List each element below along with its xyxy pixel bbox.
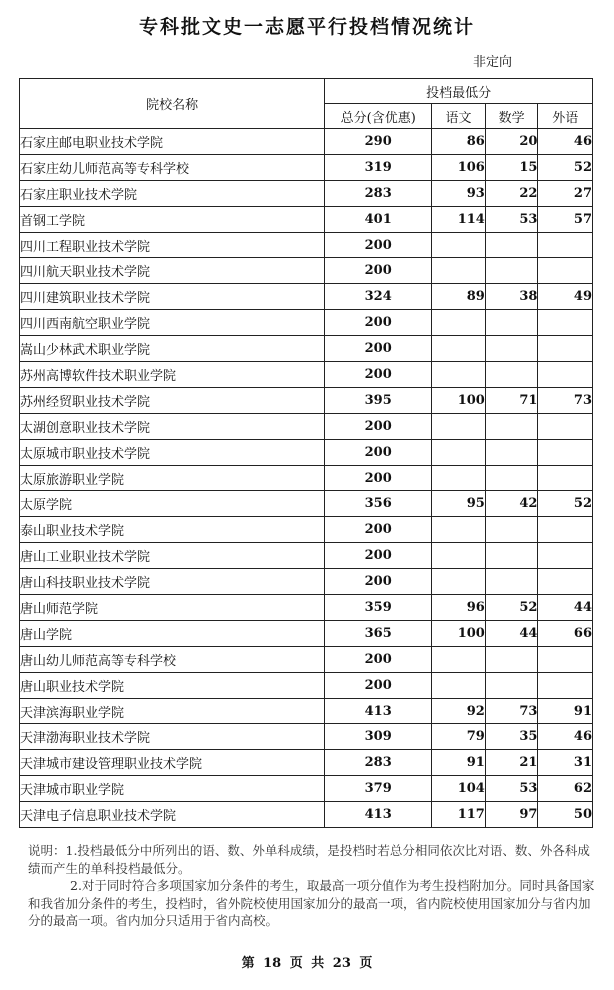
- cell-chinese: 104: [432, 776, 486, 802]
- cell-school-name: 太原学院: [20, 491, 325, 517]
- cell-school-name: 石家庄幼儿师范高等专科学校: [20, 154, 325, 180]
- note-1: 说明：1.投档最低分中所列出的语、数、外单科成绩，是投档时若总分相同依次比对语、数、外各科成绩而产生的单科投档最低分。: [28, 843, 590, 876]
- cell-chinese: 86: [432, 129, 486, 155]
- cell-math: 15: [485, 154, 538, 180]
- table-row: [20, 724, 593, 750]
- header-min-score-group: 投档最低分: [325, 79, 593, 104]
- cell-math: 38: [485, 284, 538, 310]
- cell-math: [485, 258, 538, 284]
- cell-english: [538, 258, 593, 284]
- table-row: [20, 258, 593, 284]
- cell-school-name: 首钢工学院: [20, 206, 325, 232]
- cell-total: 200: [325, 465, 432, 491]
- cell-chinese: 91: [432, 750, 486, 776]
- cell-chinese: 79: [432, 724, 486, 750]
- cell-math: 71: [485, 387, 538, 413]
- cell-school-name: 唐山工业职业技术学院: [20, 543, 325, 569]
- cell-math: [485, 362, 538, 388]
- cell-school-name: 唐山职业技术学院: [20, 672, 325, 698]
- cell-chinese: [432, 413, 486, 439]
- cell-chinese: [432, 517, 486, 543]
- cell-chinese: [432, 465, 486, 491]
- table-row: [20, 802, 593, 828]
- cell-total: 283: [325, 750, 432, 776]
- cell-english: [538, 569, 593, 595]
- cell-english: [538, 362, 593, 388]
- header-chinese: 语文: [432, 104, 486, 129]
- cell-chinese: 96: [432, 595, 486, 621]
- cell-school-name: 嵩山少林武术职业学院: [20, 336, 325, 362]
- cell-english: [538, 310, 593, 336]
- header-total: 总分(含优惠): [325, 104, 432, 129]
- cell-total: 200: [325, 672, 432, 698]
- table-row: [20, 698, 593, 724]
- cell-math: 53: [485, 206, 538, 232]
- cell-total: 359: [325, 595, 432, 621]
- cell-chinese: 92: [432, 698, 486, 724]
- cell-total: 324: [325, 284, 432, 310]
- cell-english: [538, 543, 593, 569]
- cell-math: 44: [485, 620, 538, 646]
- cell-chinese: [432, 310, 486, 336]
- table-row: [20, 776, 593, 802]
- cell-english: [538, 517, 593, 543]
- cell-english: 31: [538, 750, 593, 776]
- table-row: [20, 413, 593, 439]
- cell-english: [538, 646, 593, 672]
- cell-english: 91: [538, 698, 593, 724]
- table-row: [20, 491, 593, 517]
- cell-school-name: 唐山学院: [20, 620, 325, 646]
- cell-math: 53: [485, 776, 538, 802]
- cell-school-name: 苏州经贸职业技术学院: [20, 387, 325, 413]
- cell-total: 200: [325, 413, 432, 439]
- cell-english: 62: [538, 776, 593, 802]
- cell-english: 46: [538, 129, 593, 155]
- table-row: [20, 154, 593, 180]
- cell-english: 52: [538, 491, 593, 517]
- cell-math: [485, 413, 538, 439]
- table-row: [20, 310, 593, 336]
- cell-chinese: 100: [432, 620, 486, 646]
- cell-total: 200: [325, 310, 432, 336]
- cell-english: 46: [538, 724, 593, 750]
- cell-total: 395: [325, 387, 432, 413]
- subtitle-label: 非定向: [473, 55, 513, 70]
- cell-school-name: 天津滨海职业学院: [20, 698, 325, 724]
- cell-total: 200: [325, 439, 432, 465]
- cell-chinese: 117: [432, 802, 486, 828]
- cell-school-name: 天津电子信息职业技术学院: [20, 802, 325, 828]
- score-table: [19, 78, 593, 828]
- cell-school-name: 泰山职业技术学院: [20, 517, 325, 543]
- table-row: [20, 336, 593, 362]
- cell-math: 42: [485, 491, 538, 517]
- cell-school-name: 苏州高博软件技术职业学院: [20, 362, 325, 388]
- table-row: [20, 232, 593, 258]
- table-row: [20, 569, 593, 595]
- cell-math: 20: [485, 129, 538, 155]
- cell-total: 283: [325, 180, 432, 206]
- cell-chinese: [432, 439, 486, 465]
- cell-total: 200: [325, 543, 432, 569]
- table-row: [20, 595, 593, 621]
- cell-english: 66: [538, 620, 593, 646]
- cell-math: [485, 517, 538, 543]
- cell-total: 290: [325, 129, 432, 155]
- cell-school-name: 太湖创意职业技术学院: [20, 413, 325, 439]
- header-math: 数学: [485, 104, 538, 129]
- header-school-name: 院校名称: [20, 79, 325, 129]
- cell-school-name: 四川建筑职业技术学院: [20, 284, 325, 310]
- cell-chinese: 106: [432, 154, 486, 180]
- table-row: [20, 180, 593, 206]
- cell-total: 356: [325, 491, 432, 517]
- cell-total: 200: [325, 569, 432, 595]
- table-row: [20, 129, 593, 155]
- table-row: [20, 620, 593, 646]
- cell-total: 200: [325, 336, 432, 362]
- cell-chinese: 100: [432, 387, 486, 413]
- cell-school-name: 唐山科技职业技术学院: [20, 569, 325, 595]
- cell-math: [485, 646, 538, 672]
- cell-english: [538, 232, 593, 258]
- cell-school-name: 太原旅游职业学院: [20, 465, 325, 491]
- cell-math: 97: [485, 802, 538, 828]
- table-row: [20, 206, 593, 232]
- cell-english: 44: [538, 595, 593, 621]
- table-row: [20, 517, 593, 543]
- cell-school-name: 石家庄邮电职业技术学院: [20, 129, 325, 155]
- table-row: [20, 672, 593, 698]
- cell-math: [485, 569, 538, 595]
- cell-math: [485, 672, 538, 698]
- cell-english: 57: [538, 206, 593, 232]
- cell-school-name: 四川工程职业技术学院: [20, 232, 325, 258]
- cell-english: 50: [538, 802, 593, 828]
- cell-math: 73: [485, 698, 538, 724]
- table-body: [20, 129, 593, 828]
- cell-school-name: 四川航天职业技术学院: [20, 258, 325, 284]
- cell-total: 309: [325, 724, 432, 750]
- cell-total: 200: [325, 646, 432, 672]
- cell-chinese: 95: [432, 491, 486, 517]
- cell-math: 21: [485, 750, 538, 776]
- cell-english: [538, 336, 593, 362]
- cell-chinese: [432, 543, 486, 569]
- cell-total: 401: [325, 206, 432, 232]
- table-row: [20, 543, 593, 569]
- cell-english: [538, 672, 593, 698]
- table-row: [20, 284, 593, 310]
- cell-school-name: 天津城市建设管理职业技术学院: [20, 750, 325, 776]
- table-row: [20, 465, 593, 491]
- page-title: 专科批文史一志愿平行投档情况统计: [138, 16, 475, 38]
- cell-school-name: 唐山师范学院: [20, 595, 325, 621]
- cell-chinese: 114: [432, 206, 486, 232]
- cell-chinese: 93: [432, 180, 486, 206]
- cell-total: 319: [325, 154, 432, 180]
- note-2: 2.对于同时符合多项国家加分条件的考生，取最高一项分值作为考生投档附加分。同时具备国家和我省加分条件的考生，投档时，省外院校使用国家加分的最高一项，省内院校使用国家加分与省内加分的最高一项。省内加分只适用于省内高校。: [28, 878, 595, 928]
- cell-english: [538, 439, 593, 465]
- cell-school-name: 石家庄职业技术学院: [20, 180, 325, 206]
- cell-school-name: 太原城市职业技术学院: [20, 439, 325, 465]
- cell-math: [485, 543, 538, 569]
- table-row: [20, 362, 593, 388]
- cell-english: 49: [538, 284, 593, 310]
- cell-chinese: [432, 569, 486, 595]
- cell-school-name: 四川西南航空职业学院: [20, 310, 325, 336]
- header-english: 外语: [538, 104, 593, 129]
- notes-section: [28, 842, 596, 930]
- cell-total: 379: [325, 776, 432, 802]
- cell-math: [485, 232, 538, 258]
- cell-chinese: [432, 258, 486, 284]
- cell-english: 73: [538, 387, 593, 413]
- cell-chinese: 89: [432, 284, 486, 310]
- cell-chinese: [432, 232, 486, 258]
- cell-school-name: 天津城市职业学院: [20, 776, 325, 802]
- cell-total: 200: [325, 258, 432, 284]
- cell-chinese: [432, 646, 486, 672]
- cell-chinese: [432, 362, 486, 388]
- cell-english: 52: [538, 154, 593, 180]
- cell-math: [485, 439, 538, 465]
- cell-total: 200: [325, 232, 432, 258]
- table-row: [20, 439, 593, 465]
- cell-math: [485, 336, 538, 362]
- table-row: [20, 387, 593, 413]
- cell-english: [538, 413, 593, 439]
- cell-english: [538, 465, 593, 491]
- cell-total: 413: [325, 698, 432, 724]
- cell-chinese: [432, 336, 486, 362]
- cell-total: 200: [325, 517, 432, 543]
- cell-total: 413: [325, 802, 432, 828]
- cell-chinese: [432, 672, 486, 698]
- cell-total: 365: [325, 620, 432, 646]
- cell-school-name: 唐山幼儿师范高等专科学校: [20, 646, 325, 672]
- table-row: [20, 646, 593, 672]
- cell-math: [485, 465, 538, 491]
- cell-english: 27: [538, 180, 593, 206]
- cell-math: [485, 310, 538, 336]
- table-row: [20, 750, 593, 776]
- cell-math: 52: [485, 595, 538, 621]
- cell-math: 35: [485, 724, 538, 750]
- cell-school-name: 天津渤海职业技术学院: [20, 724, 325, 750]
- cell-math: 22: [485, 180, 538, 206]
- page-footer: 第 18 页 共 23 页: [241, 956, 373, 971]
- cell-total: 200: [325, 362, 432, 388]
